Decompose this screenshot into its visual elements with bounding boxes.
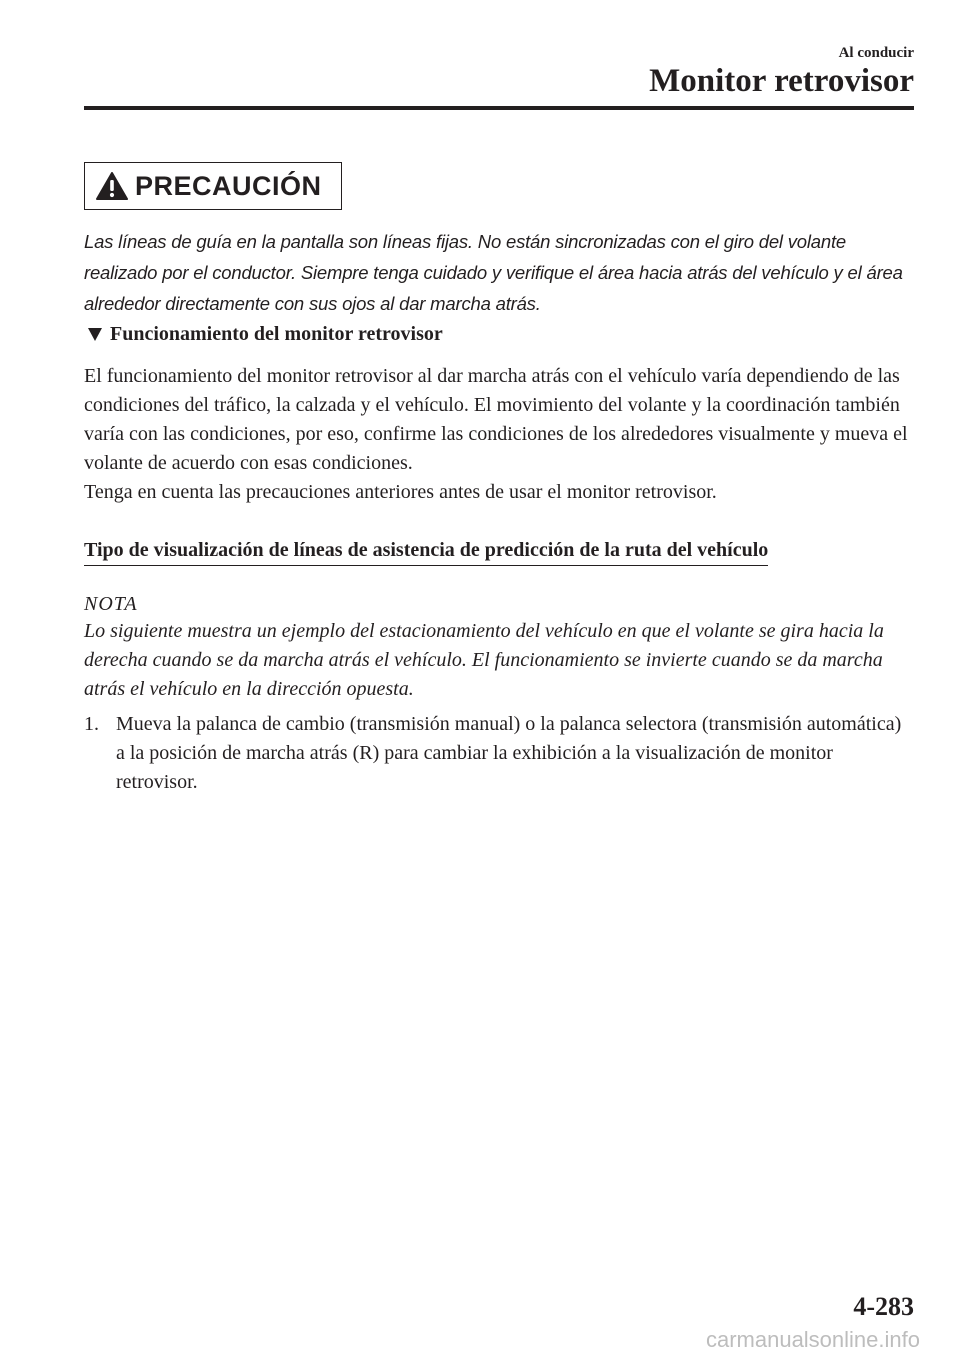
subsection-heading <box>88 320 443 348</box>
note-text: Lo siguiente muestra un ejemplo del estacionamiento del vehículo en que el volante se gira hacia la derecha cuando se da marcha atrás el vehículo. El funcionamiento se invierte cuando se da marcha atrás el vehículo en la dirección opuesta. <box>84 620 884 700</box>
step-number: 1. <box>84 713 99 735</box>
watermark: carmanualsonline.info <box>705 1327 920 1352</box>
page-number: 4-283 <box>853 1292 914 1321</box>
subsection-title: Funcionamiento del monitor retrovisor <box>110 323 443 345</box>
display-type-heading: Tipo de visualización de líneas de asistencia de predicción de la ruta del vehículo <box>84 536 768 566</box>
body-paragraph-1: El funcionamiento del monitor retrovisor al dar marcha atrás con el vehículo varía dependiendo de las condiciones del tráfico, la calzada y el vehículo. El movimiento del volante y la coordinación también varía con las condiciones, por eso, confirme las condiciones de los alrededores visualmente y mueva el volante de acuerdo con esas condiciones. <box>84 365 908 474</box>
note-label: NOTA <box>84 593 138 615</box>
caution-label: PRECAUCIÓN <box>135 170 322 201</box>
page-title: Monitor retrovisor <box>649 63 914 99</box>
caution-text: Las líneas de guía en la pantalla son líneas fijas. No están sincronizadas con el giro del volante realizado por el conductor. Siempre tenga cuidado y verifique el área hacia atrás del vehículo y el área alrededor directamente con sus ojos al dar marcha atrás. <box>84 231 903 314</box>
body-text <box>84 362 914 507</box>
header-divider <box>84 106 914 110</box>
step-text: Mueva la palanca de cambio (transmisión manual) o la palanca selectora (transmisión automática) a la posición de marcha atrás (R) para cambiar la exhibición a la visualización de monitor retrovisor. <box>116 713 902 793</box>
caution-box <box>84 162 342 210</box>
down-triangle-icon <box>88 328 102 341</box>
list-item <box>84 710 914 797</box>
body-paragraph-2: Tenga en cuenta las precauciones anteriores antes de usar el monitor retrovisor. <box>84 481 717 503</box>
header-section-label: Al conducir <box>838 45 914 61</box>
warning-triangle-icon <box>95 171 129 201</box>
